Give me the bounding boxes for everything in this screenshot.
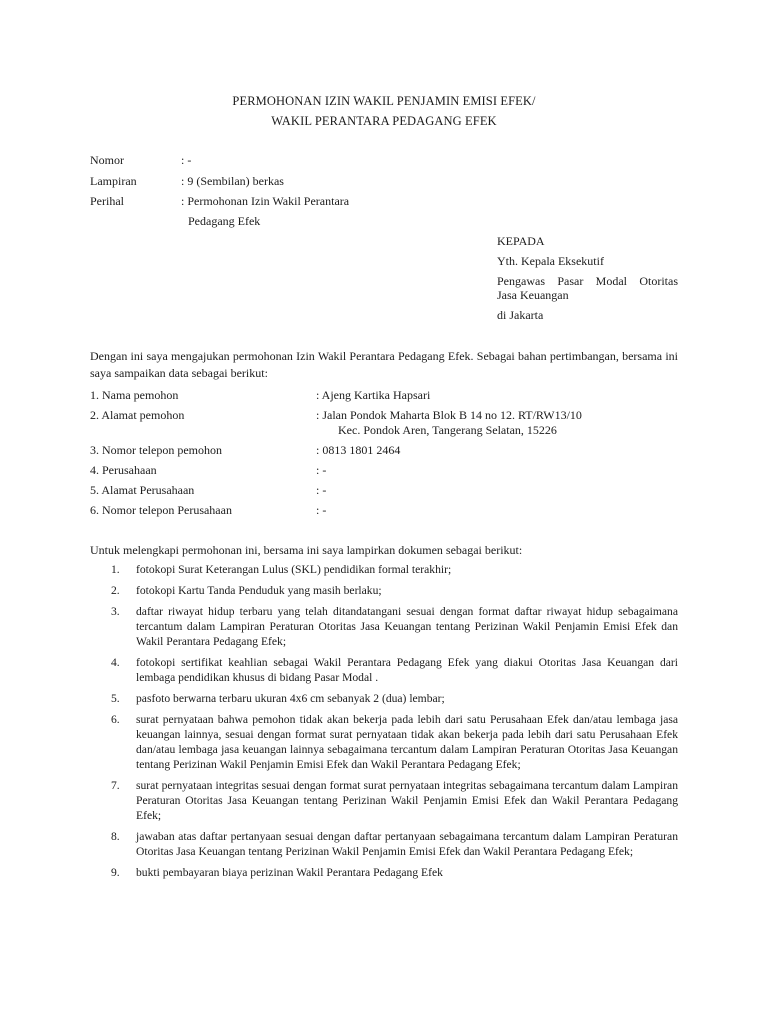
applicant-name-label: 1. Nama pemohon xyxy=(90,388,179,402)
applicant-name-value: : Ajeng Kartika Hapsari xyxy=(316,388,431,402)
list-item: 8. jawaban atas daftar pertanyaan sesuai dengan daftar pertanyaan sebagaimana tercantum dalam Lampiran Peraturan Otoritas Jasa Keuangan tentang Perizinan Wakil Penjamin Emisi Efek dan Wakil Perantara Pedagang Efek; xyxy=(111,830,678,858)
list-item: 7. surat pernyataan integritas sesuai dengan format surat pernyataan integritas sebagaimana tercantum dalam Lampiran Peraturan Otoritas Jasa Keuangan tentang Perizinan Wakil Penjamin Emisi Efek dan Wakil Perantara Pedagang Efek; xyxy=(111,779,678,822)
nomor-value: : - xyxy=(181,153,192,167)
list-item: 3. daftar riwayat hidup terbaru yang telah ditandatangani sesuai dengan format daftar riwayat hidup sebagaimana tercantum dalam Lampiran Peraturan Otoritas Jasa Keuangan tentang Perizinan Wakil Penjamin Emisi Efek dan Wakil Perantara Pedagang Efek; xyxy=(111,605,678,648)
company-phone-value: : - xyxy=(316,503,327,517)
company-label: 4. Perusahaan xyxy=(90,463,157,477)
lampiran-value: : 9 (Sembilan) berkas xyxy=(181,174,284,188)
recipient-location: di Jakarta xyxy=(497,308,544,322)
company-address-row xyxy=(90,483,327,498)
lampiran-label: Lampiran xyxy=(90,174,137,188)
perihal-value-continued: Pedagang Efek xyxy=(188,214,261,228)
attachments-intro: Untuk melengkapi permohonan ini, bersama ini saya lampirkan dokumen sebagai berikut: xyxy=(90,543,523,557)
perihal-label: Perihal xyxy=(90,194,124,208)
applicant-name-row xyxy=(90,388,431,403)
recipient-kepada: KEPADA xyxy=(497,234,545,248)
company-address-label: 5. Alamat Perusahaan xyxy=(90,483,195,497)
applicant-address-value-continued: Kec. Pondok Aren, Tangerang Selatan, 15226 xyxy=(338,423,557,437)
company-address-value: : - xyxy=(316,483,327,497)
company-phone-row xyxy=(90,503,327,518)
perihal-value: : Permohonan Izin Wakil Perantara xyxy=(181,194,350,208)
applicant-address-value: : Jalan Pondok Maharta Blok B 14 no 12. RT/RW13/10 xyxy=(316,408,582,422)
applicant-address-row xyxy=(90,408,582,423)
applicant-phone-label: 3. Nomor telepon pemohon xyxy=(90,443,222,457)
recipient-title: Yth. Kepala Eksekutif xyxy=(497,254,604,268)
list-item: 5. pasfoto berwarna terbaru ukuran 4x6 cm sebanyak 2 (dua) lembar; xyxy=(111,692,445,705)
list-item: 1. fotokopi Surat Keterangan Lulus (SKL) pendidikan formal terakhir; xyxy=(111,563,452,576)
applicant-phone-row xyxy=(90,443,401,458)
company-value: : - xyxy=(316,463,327,477)
applicant-phone-value: : 0813 1801 2464 xyxy=(316,443,401,457)
nomor-label: Nomor xyxy=(90,153,124,167)
list-item: 6. surat pernyataan bahwa pemohon tidak akan bekerja pada lebih dari satu Perusahaan Efek dan/atau lembaga jasa keuangan lainnya, sesuai dengan format surat pernyataan tidak akan bekerja pada lebih dari satu Perusahaan Efek dan/atau lembaga jasa keuangan lainnya sebagaimana tercantum dalam Lampiran Peraturan Otoritas Jasa Keuangan tentang Perizinan Wakil Penjamin Emisi Efek dan Wakil Perantara Pedagang Efek; xyxy=(111,713,678,771)
company-row xyxy=(90,463,327,478)
recipient-institution-continued: Jasa Keuangan xyxy=(497,288,569,302)
applicant-address-label: 2. Alamat pemohon xyxy=(90,408,185,422)
document-title-line-1: PERMOHONAN IZIN WAKIL PENJAMIN EMISI EFEK/ xyxy=(232,94,536,108)
intro-paragraph: Dengan ini saya mengajukan permohonan Izin Wakil Perantara Pedagang Efek. Sebagai bahan pertimbangan, bersama ini saya sampaikan data sebagai berikut: xyxy=(90,349,678,380)
document-title-line-2: WAKIL PERANTARA PEDAGANG EFEK xyxy=(271,114,497,128)
recipient-institution: Pengawas Pasar Modal Otoritas xyxy=(497,274,678,288)
attachments-list xyxy=(90,562,678,886)
company-phone-label: 6. Nomor telepon Perusahaan xyxy=(90,503,232,517)
list-item: 2. fotokopi Kartu Tanda Penduduk yang masih berlaku; xyxy=(111,584,382,597)
list-item: 4. fotokopi sertifikat keahlian sebagai Wakil Perantara Pedagang Efek yang diakui Otoritas Jasa Keuangan dari lembaga pendidikan khusus di bidang Pasar Modal . xyxy=(111,656,678,684)
list-item: 9. bukti pembayaran biaya perizinan Wakil Perantara Pedagang Efek xyxy=(111,866,443,879)
